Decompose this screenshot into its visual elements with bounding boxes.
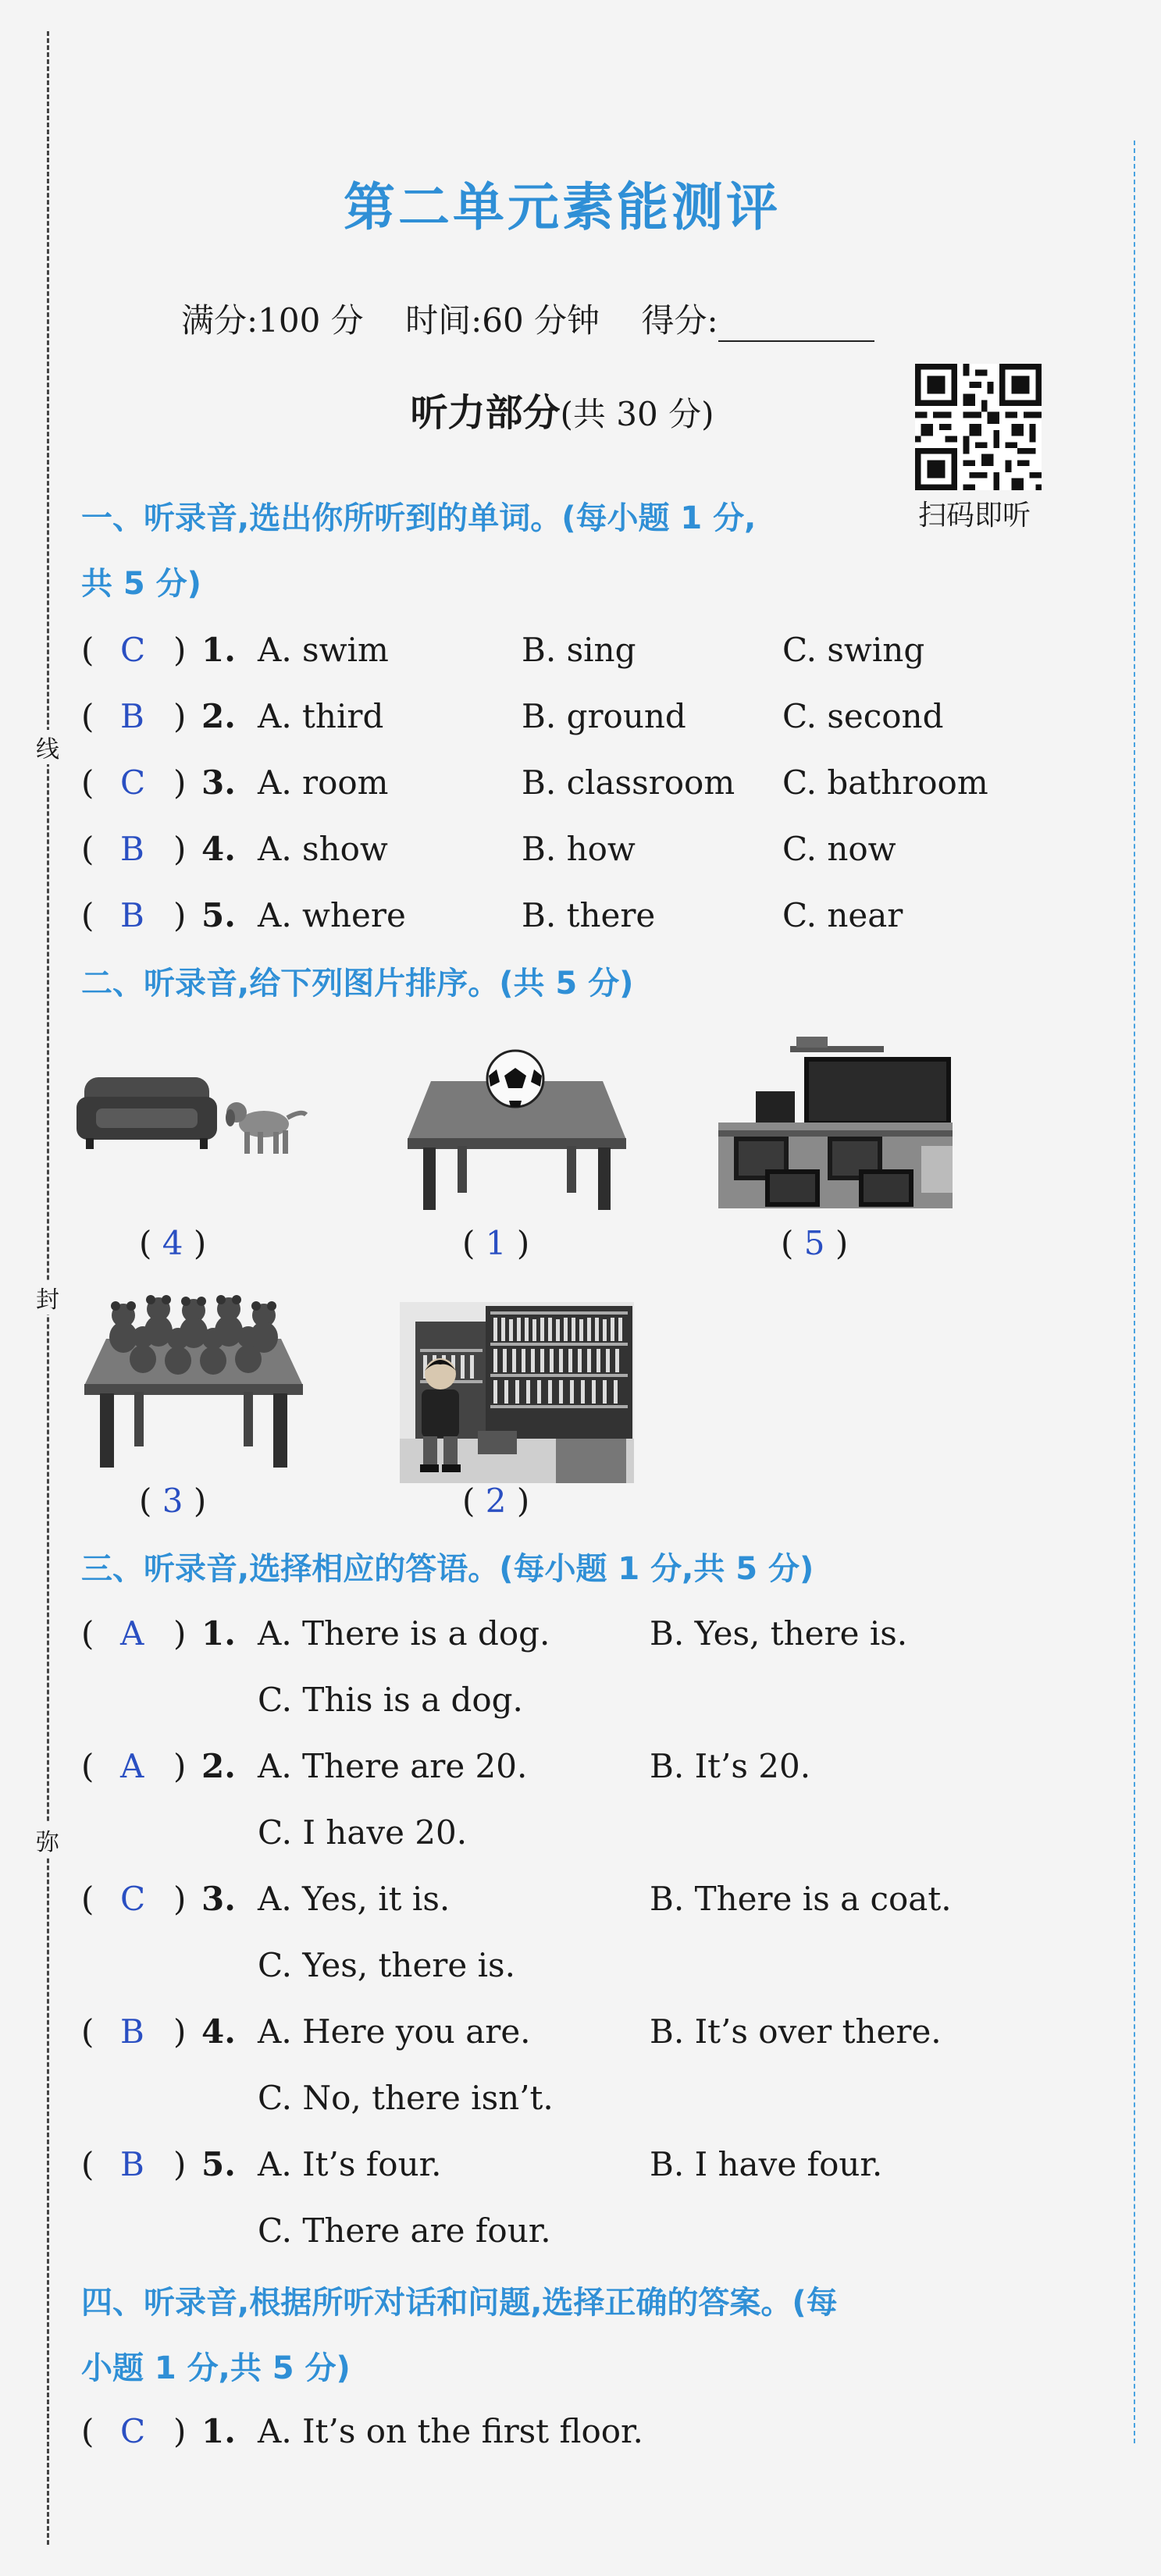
close-paren: ): [173, 2145, 187, 2183]
open-paren: (: [139, 1482, 162, 1520]
listening-title: 听力部分: [410, 391, 561, 435]
time-limit: 时间:60 分钟: [405, 301, 600, 340]
question-number: 3.: [201, 763, 236, 802]
option-c: C. bathroom: [782, 763, 988, 802]
section1-heading-line2: 共 5 分): [81, 566, 201, 602]
question-row: [0, 1747, 1124, 1852]
section2-heading: 二、听录音,给下列图片排序。(共 5 分): [81, 966, 634, 1002]
picture-order-label: [462, 1224, 529, 1262]
close-paren: ): [173, 2412, 187, 2450]
option-b: B. I have four.: [650, 2145, 883, 2183]
answer-letter: B: [120, 830, 144, 868]
option-a: A. It’s on the first floor.: [258, 2412, 643, 2450]
answer-letter: B: [120, 697, 144, 735]
close-paren: ): [173, 1880, 187, 1918]
question-row: [0, 2012, 1124, 2117]
open-paren: (: [81, 763, 94, 802]
score-blank: [718, 311, 874, 342]
ball-on-table-picture: [408, 1046, 626, 1210]
question-number: 1.: [201, 2412, 236, 2450]
option-a: A. It’s four.: [258, 2145, 442, 2183]
close-paren: ): [173, 830, 187, 868]
question-number: 3.: [201, 1880, 236, 1918]
picture-order-label: [462, 1482, 529, 1520]
open-paren: (: [139, 1224, 162, 1262]
close-paren: ): [183, 1482, 207, 1520]
option-c: C. This is a dog.: [258, 1681, 523, 1719]
question-number: 2.: [201, 697, 236, 735]
picture-order-number: 4: [162, 1224, 183, 1262]
question-number: 4.: [201, 830, 236, 868]
page-title: 第二单元素能测评: [344, 177, 781, 237]
option-b: B. It’s over there.: [650, 2012, 942, 2051]
option-c: C. near: [782, 896, 903, 934]
answer-letter: A: [120, 1614, 144, 1653]
question-row: [0, 697, 1124, 744]
question-number: 5.: [201, 2145, 236, 2183]
open-paren: (: [81, 2145, 94, 2183]
open-paren: (: [81, 1614, 94, 1653]
option-a: A. swim: [258, 631, 389, 669]
question-number: 5.: [201, 896, 236, 934]
picture-order-label: [139, 1224, 206, 1262]
answer-letter: C: [120, 763, 146, 802]
close-paren: ): [173, 2012, 187, 2051]
option-a: A. Yes, it is.: [258, 1880, 451, 1918]
section3-heading: 三、听录音,选择相应的答语。(每小题 1 分,共 5 分): [81, 1551, 814, 1587]
question-number: 1.: [201, 631, 236, 669]
option-b: B. sing: [522, 631, 636, 669]
gutter-char-line: 线: [36, 730, 59, 764]
option-c: C. There are four.: [258, 2211, 551, 2250]
answer-letter: C: [120, 1880, 146, 1918]
answer-letter: A: [120, 1747, 144, 1785]
boy-in-library-picture: [400, 1302, 634, 1483]
option-a: A. room: [258, 763, 389, 802]
close-paren: ): [173, 1747, 187, 1785]
close-paren: ): [506, 1224, 530, 1262]
open-paren: (: [462, 1224, 486, 1262]
gutter-char-mi: 弥: [36, 1823, 59, 1857]
option-a: A. There are 20.: [258, 1747, 528, 1785]
score-info: [181, 295, 874, 342]
close-paren: ): [506, 1482, 530, 1520]
option-c: C. No, there isn’t.: [258, 2079, 554, 2117]
open-paren: (: [781, 1224, 804, 1262]
open-paren: (: [81, 896, 94, 934]
question-number: 1.: [201, 1614, 236, 1653]
option-a: A. There is a dog.: [258, 1614, 550, 1653]
open-paren: (: [81, 2012, 94, 2051]
picture-order-number: 1: [485, 1224, 507, 1262]
question-row: [0, 631, 1124, 678]
option-a: A. Here you are.: [258, 2012, 531, 2051]
option-b: B. ground: [522, 697, 686, 735]
open-paren: (: [81, 830, 94, 868]
option-a: A. show: [258, 830, 388, 868]
question-number: 4.: [201, 2012, 236, 2051]
option-b: B. there: [522, 896, 656, 934]
close-paren: ): [173, 631, 187, 669]
answer-letter: B: [120, 2145, 144, 2183]
section1-heading-line1: 一、听录音,选出你所听到的单词。(每小题 1 分,: [81, 500, 757, 536]
section4-heading-line2: 小题 1 分,共 5 分): [81, 2350, 351, 2386]
option-b: B. Yes, there is.: [650, 1614, 908, 1653]
full-marks: 满分:100 分: [181, 301, 364, 340]
open-paren: (: [81, 631, 94, 669]
close-paren: ): [173, 1614, 187, 1653]
qr-code-icon[interactable]: [915, 364, 1042, 490]
listening-points: (共 30 分): [560, 395, 714, 433]
close-paren: ): [173, 697, 187, 735]
close-paren: ): [173, 896, 187, 934]
question-row: [0, 896, 1124, 943]
question-row: [0, 1880, 1124, 1984]
option-a: A. where: [258, 896, 406, 934]
question-row: [0, 2412, 1124, 2459]
close-paren: ): [173, 763, 187, 802]
question-number: 2.: [201, 1747, 236, 1785]
open-paren: (: [462, 1482, 486, 1520]
option-b: B. classroom: [522, 763, 735, 802]
open-paren: (: [81, 1747, 94, 1785]
option-b: B. There is a coat.: [650, 1880, 952, 1918]
option-c: C. I have 20.: [258, 1813, 468, 1852]
option-c: C. now: [782, 830, 896, 868]
answer-letter: B: [120, 2012, 144, 2051]
question-row: [0, 763, 1124, 810]
question-row: [0, 1614, 1124, 1719]
right-margin-line: [1134, 141, 1135, 2443]
answer-letter: C: [120, 631, 146, 669]
option-c: C. Yes, there is.: [258, 1946, 515, 1984]
option-b: B. how: [522, 830, 636, 868]
picture-order-label: [781, 1224, 848, 1262]
picture-order-number: 2: [485, 1482, 507, 1520]
sofa-and-dog-picture: [77, 1069, 311, 1171]
section4-heading-line1: 四、听录音,根据所听对话和问题,选择正确的答案。(每: [81, 2285, 838, 2321]
picture-order-number: 3: [162, 1482, 183, 1520]
open-paren: (: [81, 1880, 94, 1918]
picture-order-number: 5: [803, 1224, 825, 1262]
answer-letter: C: [120, 2412, 146, 2450]
score-label: 得分:: [641, 301, 718, 340]
question-row: [0, 830, 1124, 877]
teddy-bears-on-table-picture: [84, 1292, 303, 1471]
gutter-char-seal: 封: [36, 1280, 59, 1315]
option-a: A. third: [258, 697, 384, 735]
option-c: C. second: [782, 697, 944, 735]
picture-order-label: [139, 1482, 206, 1520]
close-paren: ): [183, 1224, 207, 1262]
qr-caption: 扫码即听: [918, 500, 1031, 532]
computer-room-picture: [718, 1029, 953, 1216]
open-paren: (: [81, 697, 94, 735]
open-paren: (: [81, 2412, 94, 2450]
answer-letter: B: [120, 896, 144, 934]
question-row: [0, 2145, 1124, 2250]
option-c: C. swing: [782, 631, 925, 669]
close-paren: ): [824, 1224, 849, 1262]
option-b: B. It’s 20.: [650, 1747, 811, 1785]
